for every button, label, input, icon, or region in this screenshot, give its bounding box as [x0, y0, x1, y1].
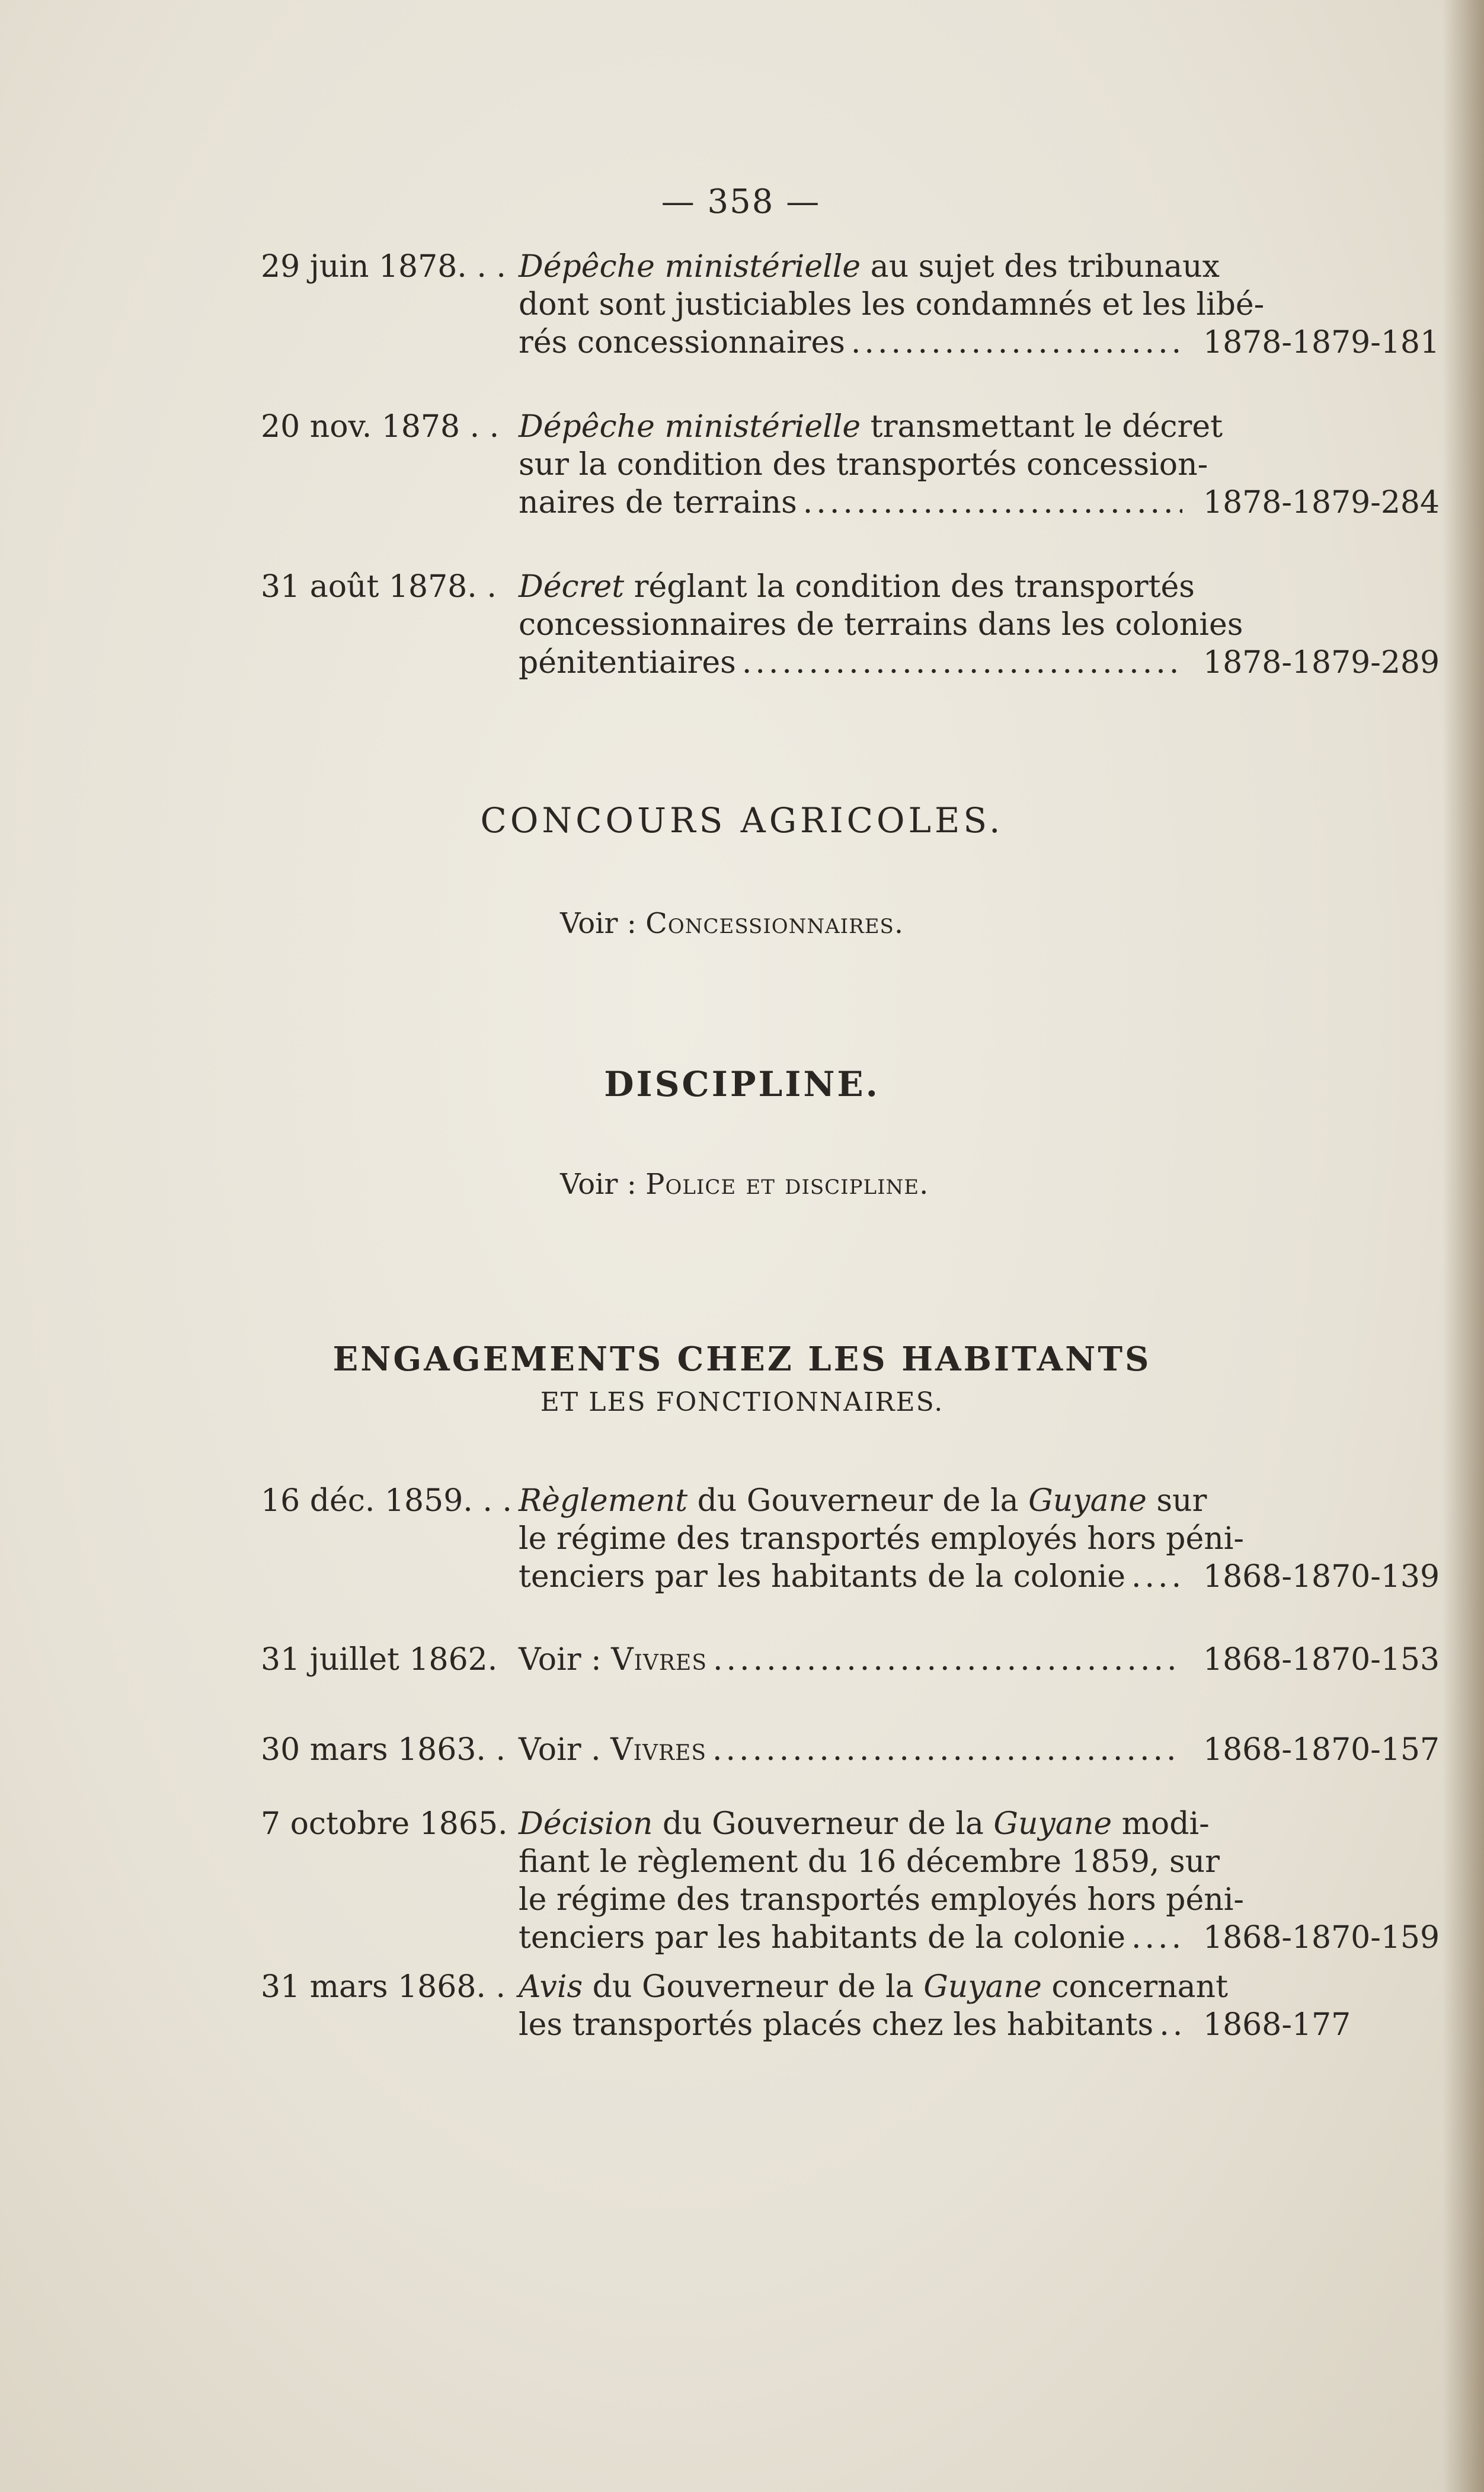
description-last-line: [519, 644, 1188, 682]
voir-target: Police et discipline.: [645, 1168, 929, 1201]
heading-discipline: DISCIPLINE.: [604, 1064, 880, 1104]
description-line: le régime des transportés employés hors péni-: [519, 1521, 1244, 1557]
heading-engagements: ENGAGEMENTS CHEZ LES HABITANTS: [332, 1340, 1152, 1379]
entry-date: 31 août 1878. .: [261, 569, 497, 605]
description-line: Règlement du Gouverneur de la Guyane sur: [519, 1483, 1207, 1519]
description-line: Avis du Gouverneur de la Guyane concernant: [519, 1969, 1228, 2005]
description-last-line: [519, 1641, 1188, 1679]
entry-date: 30 mars 1863. .: [261, 1732, 506, 1768]
description-last-text: Voir . Vivres: [519, 1732, 706, 1768]
voir-discipline: [560, 1168, 929, 1201]
description-last-line: [519, 484, 1188, 522]
description-line: le régime des transportés employés hors péni-: [519, 1882, 1244, 1918]
entry-date: 7 octobre 1865.: [261, 1806, 508, 1842]
page-number: — 358 —: [661, 183, 821, 221]
description-line: Décision du Gouverneur de la Guyane modi-: [519, 1806, 1210, 1842]
entry-reference: 1868-1870-139: [1203, 1559, 1440, 1595]
leader-dots: [712, 1731, 1182, 1769]
entry-date: 29 juin 1878. . .: [261, 249, 506, 285]
description-line: Dépêche ministérielle transmettant le décret: [519, 409, 1223, 445]
description-line: Décret réglant la condition des transportés: [519, 569, 1195, 605]
entry-description: [519, 248, 1265, 362]
description-last-line: [519, 1731, 1188, 1769]
entry-reference: 1878-1879-284: [1203, 485, 1440, 520]
description-line: sur la condition des transportés concession-: [519, 447, 1208, 483]
voir-label: Voir :: [560, 907, 637, 940]
subheading-engagements: ET LES FONCTIONNAIRES.: [540, 1387, 944, 1417]
leader-dots: [1131, 1919, 1182, 1957]
entry-reference: 1878-1879-181: [1203, 325, 1440, 360]
description-last-text: les transportés placés chez les habitants: [519, 2007, 1154, 2043]
leader-dots: [1131, 1558, 1182, 1596]
description-last-text: rés concessionnaires: [519, 325, 845, 360]
entry-date: 31 mars 1868. .: [261, 1969, 506, 2005]
description-line: concessionnaires de terrains dans les colonies: [519, 607, 1243, 643]
description-line: Dépêche ministérielle au sujet des tribunaux: [519, 249, 1220, 285]
heading-concours-agricoles: CONCOURS AGRICOLES.: [480, 800, 1004, 841]
entry-description: [519, 1641, 1188, 1679]
description-last-text: pénitentiaires: [519, 645, 736, 680]
entry-reference: 1868-1870-159: [1203, 1920, 1440, 1956]
leader-dots: [851, 324, 1182, 362]
voir-concours: [560, 907, 904, 940]
description-last-text: tenciers par les habitants de la colonie: [519, 1920, 1125, 1956]
entry-reference: 1868-1870-157: [1203, 1732, 1440, 1768]
entry-date: 20 nov. 1878 . .: [261, 409, 500, 445]
entry-reference: 1868-177: [1203, 2007, 1351, 2043]
entry-date: 16 déc. 1859. . .: [261, 1483, 512, 1519]
leader-dots: [803, 484, 1182, 522]
entry-reference: 1868-1870-153: [1203, 1642, 1440, 1678]
voir-label: Voir :: [560, 1168, 637, 1201]
entry-description: [519, 408, 1223, 522]
leader-dots: [713, 1641, 1182, 1679]
entry-description: [519, 1805, 1244, 1957]
description-line: dont sont justiciables les condamnés et les libé-: [519, 287, 1265, 322]
page-edge-shadow: [1443, 0, 1484, 2492]
entry-date: 31 juillet 1862.: [261, 1642, 498, 1678]
entry-description: [519, 1731, 1188, 1769]
description-line: fiant le règlement du 16 décembre 1859, sur: [519, 1844, 1220, 1880]
entry-reference: 1878-1879-289: [1203, 645, 1440, 680]
description-last-text: naires de terrains: [519, 485, 797, 520]
leader-dots: [1159, 2006, 1182, 2044]
description-last-line: [519, 1558, 1188, 1596]
entry-description: [519, 1482, 1244, 1596]
leader-dots: [742, 644, 1182, 682]
entry-description: [519, 1968, 1228, 2044]
entry-description: [519, 568, 1243, 682]
description-last-line: [519, 2006, 1188, 2044]
description-last-line: [519, 324, 1188, 362]
voir-target: Concessionnaires.: [645, 907, 904, 940]
description-last-text: tenciers par les habitants de la colonie: [519, 1559, 1125, 1595]
description-last-line: [519, 1919, 1188, 1957]
description-last-text: Voir : Vivres: [519, 1642, 707, 1678]
